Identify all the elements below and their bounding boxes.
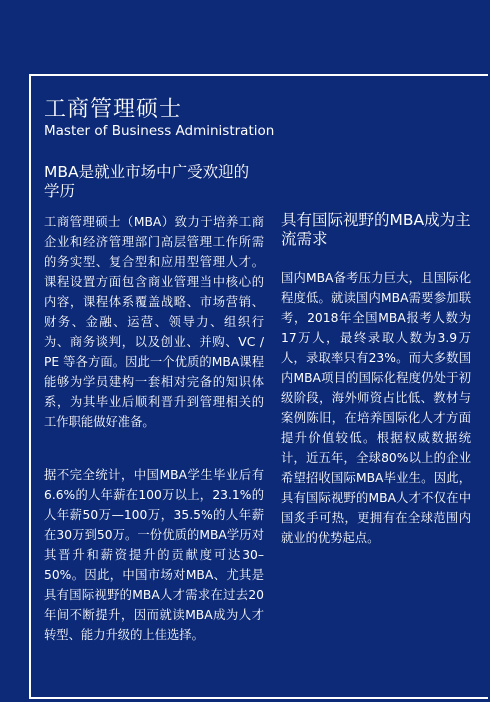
page-title: 工商管理硕士 — [44, 97, 183, 122]
right-section-heading: 具有国际视野的MBA成为主流需求 — [281, 211, 471, 248]
right-paragraph-1: 国内MBA备考压力巨大，且国际化程度低。就读国内MBA需要参加联考，2018年全国MBA报考人数为17万人，最终录取人数为3.9万人，录取率只有23%。而大多数国内MBA项目的国际化程度仍处于初级阶段，海外师资占比低、教材与案例陈旧，在培养国际化人才方面提升价值较低。根据权威数据统计，近五年，全球80%以上的企业希望招收国际MBA毕业生。因此，具有国际视野的MBA人才不仅在中国炙手可热，更拥有在全球范围内就业的优势起点。 — [281, 271, 471, 545]
left-paragraph-2: 据不完全统计，中国MBA学生毕业后有6.6%的人年薪在100万以上，23.1%的人年薪50万—100万，35.5%的人年薪在30万到50万。一份优质的MBA学历对其晋升和薪资提升的贡献度可达30–50%。因此，中国市场对MBA、尤其是具有国际视野的MBA人才需求在过去20年间不断提升，因而就读MBA成为人才转型、能力升级的上佳选择。 — [44, 468, 264, 642]
page-subtitle: Master of Business Administration — [44, 123, 275, 139]
left-paragraph-1: 工商管理硕士（MBA）致力于培养工商企业和经济管理部门高层管理工作所需的务实型、复合型和应用型管理人才。课程设置方面包含商业管理当中核心的内容，课程体系覆盖战略、市场营销、财务、金融、运营、领导力、组织行为、商务谈判，以及创业、并购、VC / PE 等各方面。因此一个优质的MBA课程能够为学员建构一套相对完备的知识体系，为其毕业后顺利晋升到管理相关的工作职能做好准备。 — [44, 215, 264, 429]
left-section-heading: MBA是就业市场中广受欢迎的学历 — [44, 163, 250, 200]
